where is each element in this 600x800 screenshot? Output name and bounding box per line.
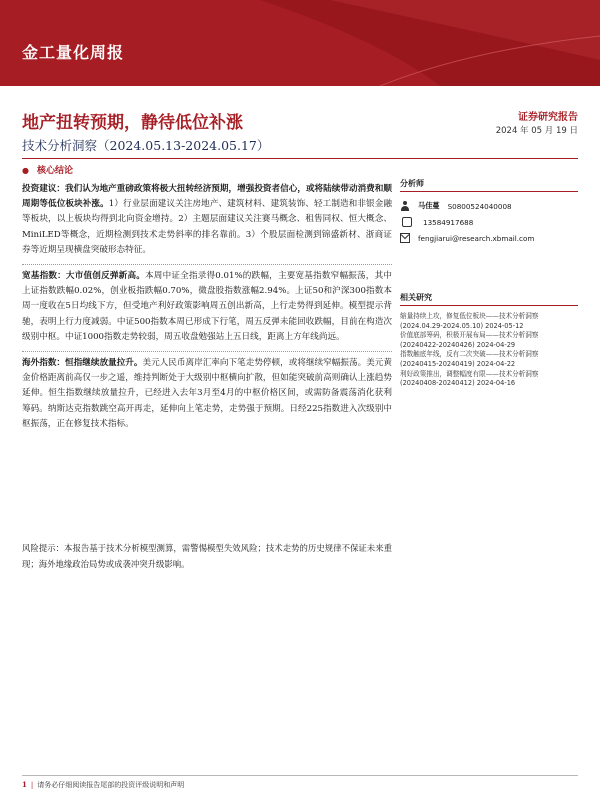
summary-paragraph — [22, 265, 392, 352]
paragraph-text: 本周中证全指录得0.01%的跌幅，主要宽基指数窄幅振荡，其中上证指数跌幅0.02%，创业板指跌幅0.70%，微盘股指数涨幅2.94%。上证50和沪深300指数本周一度收在5日均线下方，但受地产利好政策影响周五创出新高，上行走势得到延伸。模型提示背驰，表明上行力度减弱。中证500指数本周已形成下行笔，周五反弹未能回收跌幅，目前在构造次级别中枢。中证1000指数走势较弱，周五收盘勉强站上五日线，距离上方年线尚远。 — [22, 271, 392, 342]
analyst-name: 马佳蔓 — [418, 201, 440, 210]
related-item[interactable] — [400, 350, 578, 369]
paragraph-text: 1）行业层面建议关注房地产、建筑材料、建筑装饰、轻工制造和非银金融等板块，以上板块均得到北向资金增持。2）主题层面建议关注赛马概念、租售同权、恒大概念、MiniLED等概念，近期检测到技术走势斜率的排名靠前。3）个股层面检测到锦盛新材、浙商证券等近期呈现横盘突破形态特征。 — [22, 199, 392, 255]
footer-separator: | — [30, 781, 34, 789]
analyst-phone-row — [400, 214, 578, 230]
banner-title: 金工量化周报 — [22, 43, 125, 62]
footer-divider — [22, 775, 578, 776]
related-list — [400, 312, 578, 389]
report-type: 证券研究报告 — [518, 112, 578, 123]
analyst-email[interactable]: fengjiarui@research.xbmail.com — [418, 233, 535, 243]
paragraph-lead: 投资建议：我们认为地产重磅政策将极大扭转经济预期，增强投资者信心，或将陆续带动消费和顺周期等低位板块补涨。 — [22, 184, 392, 210]
phone-icon — [402, 217, 412, 227]
summary-paragraph — [22, 178, 392, 265]
section-heading — [22, 163, 73, 176]
related-item-title: 利好政策推出，调整幅度有限——技术分析洞察 — [400, 369, 539, 378]
related-item-title: 指数触底年线，反有二次突破——技术分析洞察 — [400, 350, 539, 359]
related-item-date: 2024-05-12 — [485, 321, 524, 330]
footer-disclaimer: 请务必仔细阅读报告尾部的投资评级说明和声明 — [37, 781, 185, 789]
person-icon — [400, 201, 410, 211]
related-item-period: (2024.04.29-2024.05.10) — [400, 321, 484, 330]
report-date: 2024 年 05 月 19 日 — [495, 126, 578, 136]
report-subtitle: 技术分析洞察（2024.05.13-2024.05.17） — [22, 138, 270, 153]
analyst-phone: 13584917688 — [423, 217, 474, 227]
related-item-period: (20240422-20240426) — [400, 340, 475, 349]
mail-icon — [400, 233, 410, 243]
related-item[interactable] — [400, 370, 578, 389]
related-item-title: 价值底部筹码，积极开展布局——技术分析洞察 — [400, 331, 539, 340]
page-footer — [22, 780, 184, 790]
analyst-name-row — [400, 198, 578, 214]
sidebar — [400, 178, 578, 389]
related-item-date: 2024-04-22 — [476, 359, 516, 368]
paragraph-lead: 海外指数：恒指继续放量拉升。 — [22, 358, 143, 369]
related-item[interactable] — [400, 331, 578, 350]
header-banner — [0, 0, 600, 86]
section-heading-label: 核心结论 — [36, 166, 73, 176]
analyst-heading: 分析师 — [400, 178, 578, 192]
summary-paragraph — [22, 352, 392, 438]
related-heading: 相关研究 — [400, 292, 578, 306]
related-item-title: 缩量持续上攻，修复低位板块——技术分析洞察 — [400, 312, 539, 320]
risk-warning: 风险提示：本报告基于技术分析模型测算，需警惕模型失效风险；技术走势的历史规律不保证未来重现；海外地缘政治局势或成袭冲突升级影响。 — [22, 543, 392, 569]
related-item[interactable] — [400, 312, 578, 331]
related-item-date: 2024-04-16 — [476, 379, 516, 388]
title-divider — [22, 158, 578, 159]
related-item-period: (20240408-20240412) — [400, 379, 475, 388]
paragraph-text: 美元人民币离岸汇率向下笔走势停顿，或将继续窄幅振荡。美元黄金价格距离前高仅一步之遥，维持判断处于大级别中枢横向扩散，但如能突破前高则确认上涨趋势延伸。恒生指数继续放量拉升，已经进入去年3月至4月的中枢价格区间，或需防备震荡消化获利筹码。纳斯达克指数跳空高开再走，延伸向上笔走势，走势强于预期。日经225指数进入次级别中枢振荡，正在修复技术指标。 — [22, 358, 392, 429]
summary-column — [22, 178, 392, 438]
paragraph-lead: 宽基指数：大市值创反弹新高。 — [22, 271, 146, 282]
report-title: 地产扭转预期，静待低位补涨 — [22, 113, 243, 133]
analyst-license: S0800524040008 — [447, 201, 512, 211]
analyst-email-row — [400, 230, 578, 246]
bullet-icon: ● — [22, 166, 29, 175]
related-item-date: 2024-04-29 — [476, 340, 516, 349]
page-number: 1 — [22, 780, 27, 789]
related-item-period: (20240415-20240419) — [400, 359, 475, 368]
